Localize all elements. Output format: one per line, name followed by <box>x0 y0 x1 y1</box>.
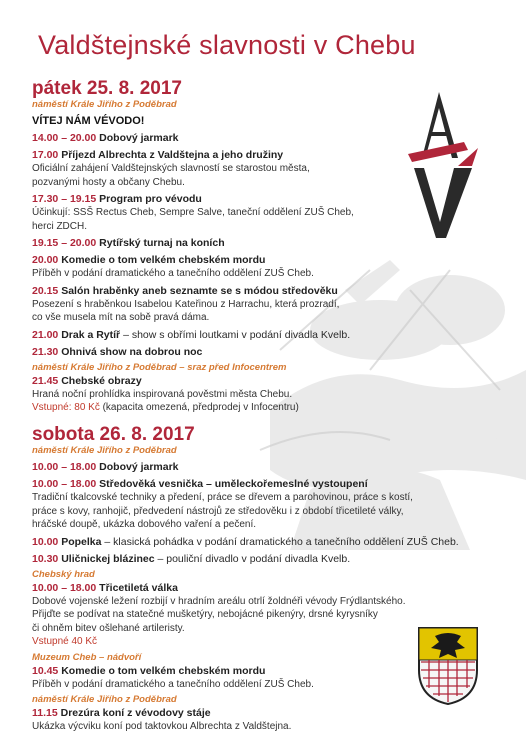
event-time: 10.00 <box>32 535 59 548</box>
event-time: 21.00 <box>32 328 59 341</box>
venue-label: Muzeum Cheb – nádvoří <box>32 651 142 663</box>
event-description: Ukázka výcviku koní pod taktovkou Albrechta z Valdštejna. <box>32 721 292 732</box>
event-name: Popelka <box>61 535 102 548</box>
event-description: co vše musela mít na sobě pravá dáma. <box>32 312 210 323</box>
poster-title: Valdštejnské slavnosti v Chebu <box>38 30 416 60</box>
event-name: Uličnickej blázinec <box>61 552 155 565</box>
event-time: 10.30 <box>32 552 59 565</box>
list-item <box>32 535 502 549</box>
coat-of-arms-icon <box>417 626 479 706</box>
list-item <box>32 253 502 267</box>
venue-label: Chebský hrad <box>32 568 95 580</box>
list-item <box>32 131 502 145</box>
list-item <box>32 374 502 388</box>
event-name: Rytířský turnaj na koních <box>99 237 225 249</box>
event-time: 17.00 <box>32 149 59 161</box>
event-time: 10.00 – 18.00 <box>32 461 97 473</box>
event-time: 10.45 <box>32 664 59 677</box>
venue-label: náměstí Krále Jiřího z Poděbrad <box>32 99 177 110</box>
event-time: 11.15 <box>32 707 58 719</box>
list-item <box>32 477 502 491</box>
event-name: Drezúra koní z vévodovy stáje <box>60 707 211 719</box>
event-time: 17.30 – 19.15 <box>32 193 97 205</box>
friday-events <box>32 131 502 359</box>
ticket-price: Vstupné 40 Kč <box>32 636 98 647</box>
ticket-price: Vstupné: 80 Kč <box>32 402 100 413</box>
event-description: Hraná noční prohlídka inspirovaná pověstmi města Chebu. <box>32 388 293 400</box>
friday-heading: VÍTEJ NÁM VÉVODO! <box>32 115 145 127</box>
ticket-note: (kapacita omezená, předprodej v Infocentru) <box>99 402 299 413</box>
ticket-info <box>32 401 502 415</box>
event-name: Program pro vévodu <box>99 193 202 205</box>
event-name: Dobový jarmark <box>99 461 179 473</box>
friday-section <box>32 78 502 415</box>
list-item <box>32 581 502 595</box>
list-item <box>32 345 502 359</box>
list-item <box>32 284 502 298</box>
event-time: 10.00 – 18.00 <box>32 581 97 594</box>
event-name: Drak a Rytíř <box>61 328 121 341</box>
event-description: práce s kovy, ranhojič, předvedení nástrojů ze středověku i z období třicetileté války, <box>32 505 404 517</box>
event-time: 20.15 <box>32 284 59 297</box>
saturday-date: sobota 26. 8. 2017 <box>32 424 195 445</box>
event-note: – klasická pohádka v podání dramatického a tanečního oddělení ZUŠ Cheb. <box>101 535 459 548</box>
list-item <box>32 460 502 474</box>
event-name: Komedie o tom velkém chebském mordu <box>61 254 266 266</box>
venue-label: náměstí Krále Jiřího z Poděbrad <box>32 445 177 456</box>
event-description: pozvanými hosty a občany Chebu. <box>32 176 185 188</box>
event-name: Komedie o tom velkém chebském mordu <box>61 664 266 677</box>
event-name: Chebské obrazy <box>61 374 142 387</box>
event-description: Příběh v podání dramatického a tanečního oddělení ZUŠ Cheb. <box>32 268 314 279</box>
venue-label: náměstí Krále Jiřího z Poděbrad – sraz před Infocentrem <box>32 361 287 373</box>
list-item <box>32 148 502 162</box>
event-description: Posezení s hraběnkou Isabelou Kateřinou z Harrachu, která prozradí, <box>32 298 340 310</box>
saturday-events <box>32 460 502 566</box>
event-time: 10.00 – 18.00 <box>32 478 97 490</box>
event-name: Třicetiletá válka <box>99 581 178 594</box>
list-item <box>32 706 502 720</box>
event-description: Tradiční tkalcovské techniky a předení, práce se dřevem a parohovinou, práce s kostí, <box>32 492 413 503</box>
event-time: 21.30 <box>32 345 59 358</box>
event-name: Středověká vesnička – uměleckořemeslné vystoupení <box>99 478 368 490</box>
event-description-line: Dobové vojenské ležení rozbijí v hradním areálu otrlí žoldnéři vévody Frýdlantského. <box>32 595 406 607</box>
list-item <box>32 552 502 566</box>
event-description: Příběh v podání dramatického a tanečního oddělení ZUŠ Cheb. <box>32 678 314 690</box>
event-name: Salón hraběnky aneb seznamte se s módou středověku <box>61 284 338 297</box>
venue-label: náměstí Krále Jiřího z Poděbrad <box>32 694 177 705</box>
event-name: Ohnivá show na dobrou noc <box>61 345 203 358</box>
list-item <box>32 236 502 250</box>
event-note: – show s obřími loutkami v podání divadla Kvelb. <box>120 328 351 341</box>
event-note: – pouliční divadlo v podání divadla Kvelb. <box>154 552 351 565</box>
event-description: Oficiální zahájení Valdštejnských slavností se starostou města, <box>32 163 310 174</box>
event-name: Příjezd Albrechta z Valdštejna a jeho družiny <box>61 149 284 161</box>
event-name: Dobový jarmark <box>99 132 179 144</box>
event-time: 20.00 <box>32 254 59 266</box>
friday-date: pátek 25. 8. 2017 <box>32 78 182 99</box>
event-description-line: Přijďte se podívat na statečné mušketýry, nebojácné pikenýry, drsné kyrysníky <box>32 609 378 620</box>
event-description-line: či ohněm bitev ošlehané artileristy. <box>32 622 185 634</box>
event-description: hráčské doupě, ukázka dobového vaření a pečení. <box>32 519 257 530</box>
list-item <box>32 192 502 206</box>
event-time: 21.45 <box>32 374 59 387</box>
event-description: Účinkují: SSŠ Rectus Cheb, Sempre Salve, taneční oddělení ZUŠ Cheb, <box>32 207 354 218</box>
event-time: 14.00 – 20.00 <box>32 132 97 144</box>
event-description: herci ZDCH. <box>32 220 88 232</box>
list-item <box>32 328 502 342</box>
event-time: 19.15 – 20.00 <box>32 237 97 249</box>
